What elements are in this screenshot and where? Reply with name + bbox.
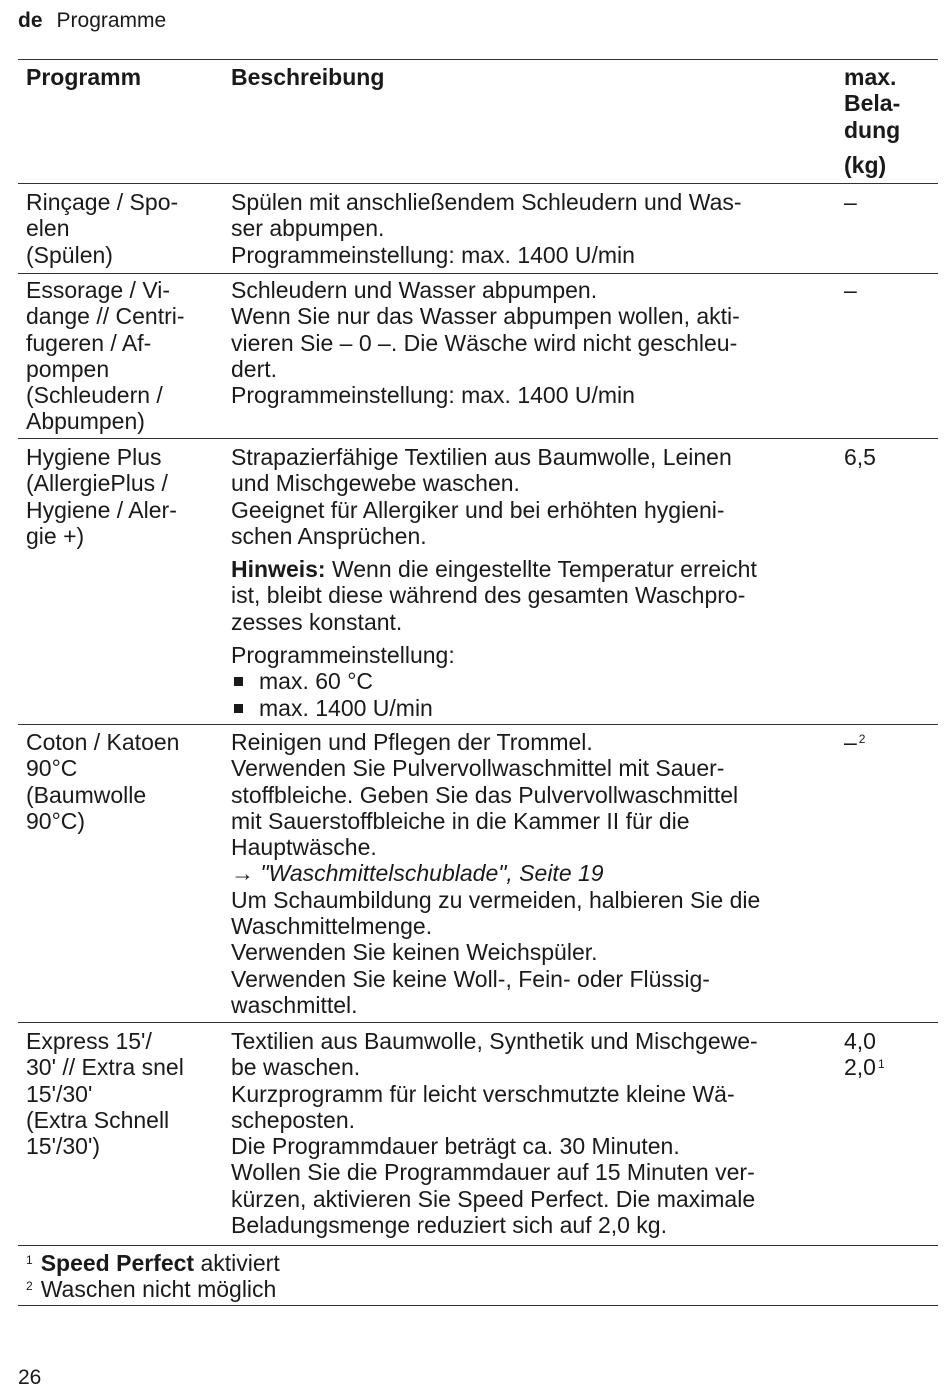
desc-line: Schleudern und Wasser abpumpen. (231, 277, 598, 303)
header-line: max. (844, 64, 897, 90)
footnote-mark: 2 (26, 1279, 33, 1293)
row-rule (18, 438, 938, 439)
desc-line: Wenn Sie nur das Wasser abpumpen wollen, akti- (231, 303, 740, 330)
header-unit: (kg) (844, 151, 887, 178)
footnote-1 (26, 1250, 280, 1276)
settings-label: Programmeinstellung: (231, 642, 455, 669)
desc-line: Hauptwäsche. (231, 834, 377, 861)
load-value-speed: 2,0 (844, 1054, 876, 1081)
desc-line: Strapazierfähige Textilien aus Baumwolle, Leinen (231, 444, 732, 470)
desc-line: scheposten. (231, 1106, 356, 1133)
row-rule (18, 273, 938, 274)
desc-line: Beladungsmenge reduziert sich auf 2,0 kg. (231, 1212, 667, 1239)
header-rule (18, 183, 938, 184)
cross-reference-link[interactable]: → "Waschmittelschublade", Seite 19 (231, 860, 604, 887)
program-description (231, 277, 836, 408)
note-text: Wenn die eingestellte Temperatur erreicht (325, 556, 757, 583)
max-load (844, 1028, 934, 1081)
program-line: elen (26, 215, 70, 242)
desc-line: Reinigen und Pflegen der Trommel. (231, 729, 593, 755)
program-line: (Extra Schnell (26, 1106, 170, 1133)
footnote-2 (26, 1276, 276, 1302)
note-line: zesses konstant. (231, 608, 403, 635)
footnote-ref: 1 (877, 1057, 885, 1072)
desc-line: Geeignet für Allergiker und bei erhöhten hygieni- (231, 496, 725, 523)
program-line: (Schleudern / (26, 382, 163, 409)
page-number: 26 (18, 1366, 42, 1389)
program-line: Abpumpen) (26, 408, 145, 435)
program-line: 15'/30' (26, 1080, 93, 1107)
program-line: dange // Centri- (26, 303, 185, 330)
column-header-program: Programm (26, 64, 142, 90)
desc-line: Spülen mit anschließendem Schleudern und Was- (231, 189, 742, 215)
footnote-mark: 1 (26, 1253, 33, 1267)
program-description (231, 444, 836, 721)
table-bottom-rule (18, 1305, 938, 1306)
desc-line: Die Programmdauer beträgt ca. 30 Minuten. (231, 1133, 680, 1160)
desc-line: stoffbleiche. Geben Sie das Pulvervollwaschmittel (231, 781, 739, 808)
program-line: 90°C (26, 755, 78, 782)
note-line: ist, bleibt diese während des gesamten Waschpro- (231, 582, 746, 609)
desc-line: vieren Sie – 0 –. Die Wäsche wird nicht geschleu- (231, 329, 738, 356)
program-name (26, 444, 226, 549)
program-line: (AllergiePlus / (26, 470, 168, 497)
bullet-item: max. 60 °C (231, 668, 836, 694)
row-rule (18, 1022, 938, 1023)
program-name (26, 1028, 226, 1159)
program-line: pompen (26, 355, 110, 382)
program-name (26, 277, 226, 435)
program-line: fugeren / Af- (26, 329, 152, 356)
program-name (26, 189, 226, 268)
program-line: 90°C) (26, 807, 86, 834)
program-description (231, 189, 836, 268)
footnote-bold: Speed Perfect (40, 1250, 195, 1276)
program-line: Hygiene Plus (26, 444, 162, 470)
bullet-item: max. 1400 U/min (231, 695, 836, 721)
desc-line: Um Schaumbildung zu vermeiden, halbieren Sie die (231, 886, 761, 913)
max-load: – (844, 277, 857, 303)
header-line: dung (844, 116, 901, 143)
table-top-rule (18, 59, 938, 60)
program-line: 15'/30') (26, 1133, 100, 1160)
desc-line: waschmittel. (231, 991, 358, 1018)
running-header (18, 9, 166, 33)
program-line: Hygiene / Aler- (26, 496, 177, 523)
load-value: – (844, 729, 857, 755)
program-line: Rinçage / Spo- (26, 189, 179, 215)
desc-line: Waschmittelmenge. (231, 913, 433, 940)
desc-line: Kurzprogramm für leicht verschmutzte kleine Wä- (231, 1080, 735, 1107)
program-line: (Baumwolle (26, 781, 147, 808)
desc-line: Programmeinstellung: max. 1400 U/min (231, 241, 635, 268)
desc-line: Programmeinstellung: max. 1400 U/min (231, 382, 635, 409)
program-line: gie +) (26, 522, 85, 549)
program-description (231, 1028, 836, 1238)
column-header-load (844, 64, 934, 178)
program-line: Coton / Katoen (26, 729, 180, 755)
desc-line: mit Sauerstoffbleiche in die Kammer II für die (231, 807, 690, 834)
header-line: Bela- (844, 90, 901, 117)
desc-line: be waschen. (231, 1054, 361, 1081)
desc-line: Verwenden Sie Pulvervollwaschmittel mit Sauer- (231, 755, 725, 782)
max-load: 6,5 (844, 444, 876, 470)
desc-line: dert. (231, 355, 278, 382)
desc-line: Verwenden Sie keinen Weichspüler. (231, 939, 598, 966)
footnote-text: Waschen nicht möglich (40, 1276, 277, 1302)
section-title: Programme (56, 9, 167, 32)
desc-line: schen Ansprüchen. (231, 522, 427, 549)
program-name (26, 729, 226, 834)
program-description (231, 729, 836, 1018)
footnote-text: aktiviert (194, 1250, 280, 1276)
note-line (231, 556, 836, 582)
desc-line: und Mischgewebe waschen. (231, 470, 520, 497)
max-load: – (844, 189, 857, 215)
note-label: Hinweis: (231, 556, 326, 583)
program-line: Essorage / Vi- (26, 277, 171, 303)
program-line: (Spülen) (26, 241, 113, 268)
desc-line: ser abpumpen. (231, 215, 385, 242)
load-value: 4,0 (844, 1028, 876, 1054)
column-header-description: Beschreibung (231, 64, 385, 90)
language-code: de (18, 9, 43, 32)
desc-line: kürzen, aktivieren Sie Speed Perfect. Die maximale (231, 1185, 756, 1212)
program-line: 30' // Extra snel (26, 1054, 184, 1081)
desc-line: Verwenden Sie keine Woll-, Fein- oder Flüssig- (231, 965, 710, 992)
row-rule (18, 724, 938, 725)
footnote-ref: 2 (858, 732, 866, 746)
desc-line: Wollen Sie die Programmdauer auf 15 Minuten ver- (231, 1159, 755, 1186)
program-line: Express 15'/ (26, 1028, 152, 1054)
max-load (844, 729, 934, 755)
row-rule (18, 1245, 938, 1246)
desc-line: Textilien aus Baumwolle, Synthetik und Mischgewe- (231, 1028, 758, 1054)
